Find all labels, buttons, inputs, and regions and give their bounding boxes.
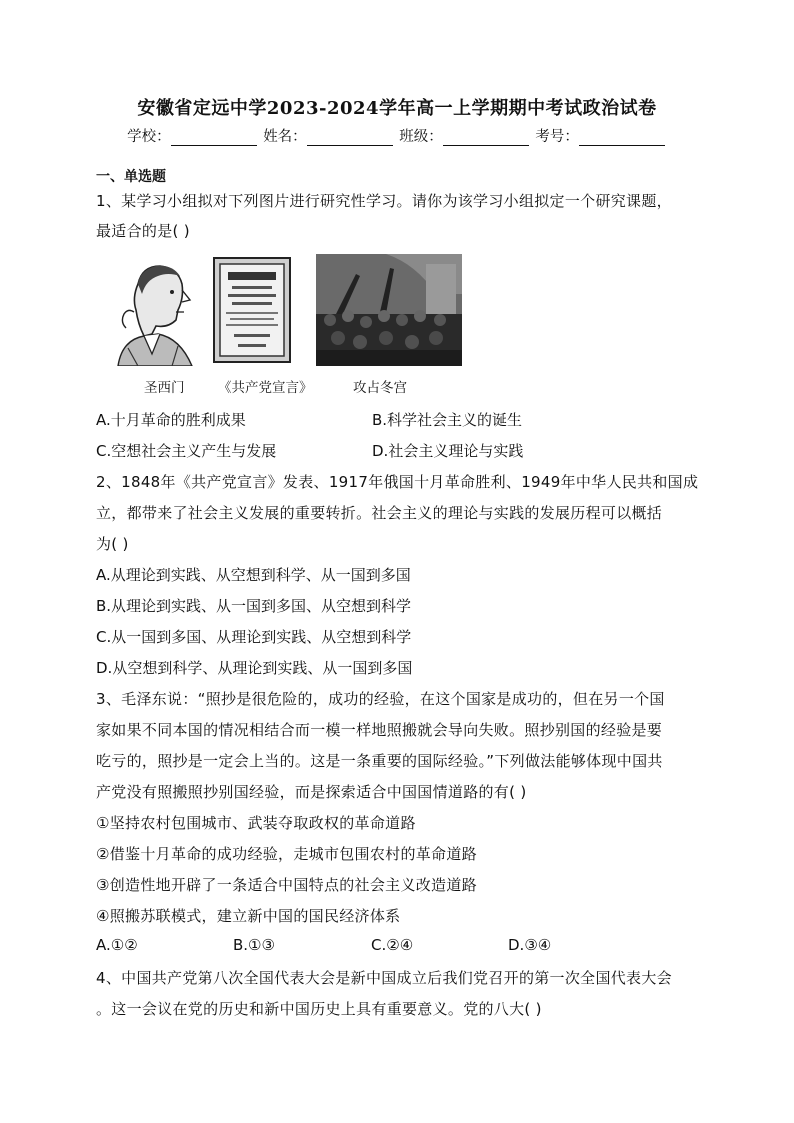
- q2-stem-line: 为( ): [96, 535, 129, 553]
- q1-option-a[interactable]: A.十月革命的胜利成果: [96, 411, 246, 429]
- q2-option-b[interactable]: B.从理论到实践、从一国到多国、从空想到科学: [96, 597, 412, 615]
- q3-stem-line: 3、毛泽东说：“照抄是很危险的，成功的经验，在这个国家是成功的，但在另一个国: [96, 690, 665, 708]
- storming-winter-palace-image: [316, 254, 462, 366]
- q1-option-d[interactable]: D.社会主义理论与实践: [372, 442, 524, 460]
- section-title: 一、单选题: [96, 169, 166, 185]
- saint-simon-portrait-image: [98, 254, 204, 366]
- student-info-row: [0, 125, 794, 146]
- school-label: 学校：: [127, 129, 171, 145]
- communist-manifesto-cover-image: [206, 254, 296, 366]
- q3-stem-line: 家如果不同本国的情况相结合而一模一样地照搬就会导向失败。照抄别国的经验是要: [96, 721, 663, 739]
- class-label: 班级：: [399, 129, 443, 145]
- q1-stem-line: 1、某学习小组拟对下列图片进行研究性学习。请你为该学习小组拟定一个研究课题，: [96, 192, 672, 210]
- q3-option-c[interactable]: C.②④: [371, 936, 414, 954]
- image-caption: 攻占冬宫: [353, 380, 407, 396]
- q2-stem-line: 2、1848年《共产党宣言》发表、1917年俄国十月革命胜利、1949年中华人民共和国成: [96, 473, 699, 491]
- q3-stem-line: 产党没有照搬照抄别国经验，而是探索适合中国国情道路的有( ): [96, 783, 527, 801]
- exam-title: 安徽省定远中学2023-2024学年高一上学期期中考试政治试卷: [137, 98, 657, 119]
- q3-option-d[interactable]: D.③④: [508, 936, 552, 954]
- q2-stem-line: 立，都带来了社会主义发展的重要转折。社会主义的理论与实践的发展历程可以概括: [96, 504, 663, 522]
- q4-stem-line: 。这一会议在党的历史和新中国历史上具有重要意义。党的八大( ): [96, 1000, 542, 1018]
- exam-number-label: 考号：: [535, 129, 579, 145]
- q2-option-a[interactable]: A.从理论到实践、从空想到科学、从一国到多国: [96, 566, 411, 584]
- name-label: 姓名：: [263, 129, 307, 145]
- image-caption: 圣西门: [144, 380, 185, 396]
- q3-statement: ④照搬苏联模式，建立新中国的国民经济体系: [96, 907, 401, 925]
- image-caption: 《共产党宣言》: [218, 380, 313, 396]
- q2-option-c[interactable]: C.从一国到多国、从理论到实践、从空想到科学: [96, 628, 412, 646]
- q3-option-b[interactable]: B.①③: [233, 936, 275, 954]
- q3-stem-line: 吃亏的，照抄是一定会上当的。这是一条重要的国际经验。”下列做法能够体现中国共: [96, 752, 663, 770]
- q3-option-a[interactable]: A.①②: [96, 936, 138, 954]
- school-blank[interactable]: [171, 130, 257, 146]
- q1-option-c[interactable]: C.空想社会主义产生与发展: [96, 442, 277, 460]
- q2-option-d[interactable]: D.从空想到科学、从理论到实践、从一国到多国: [96, 659, 413, 677]
- q3-statement: ②借鉴十月革命的成功经验，走城市包围农村的革命道路: [96, 845, 477, 863]
- name-blank[interactable]: [307, 130, 393, 146]
- q3-statement: ③创造性地开辟了一条适合中国特点的社会主义改造道路: [96, 876, 477, 894]
- q4-stem-line: 4、中国共产党第八次全国代表大会是新中国成立后我们党召开的第一次全国代表大会: [96, 969, 672, 987]
- exam-number-blank[interactable]: [579, 130, 665, 146]
- q1-stem-line: 最适合的是( ): [96, 222, 190, 240]
- q3-statement: ①坚持农村包围城市、武装夺取政权的革命道路: [96, 814, 416, 832]
- q1-option-b[interactable]: B.科学社会主义的诞生: [372, 411, 523, 429]
- class-blank[interactable]: [443, 130, 529, 146]
